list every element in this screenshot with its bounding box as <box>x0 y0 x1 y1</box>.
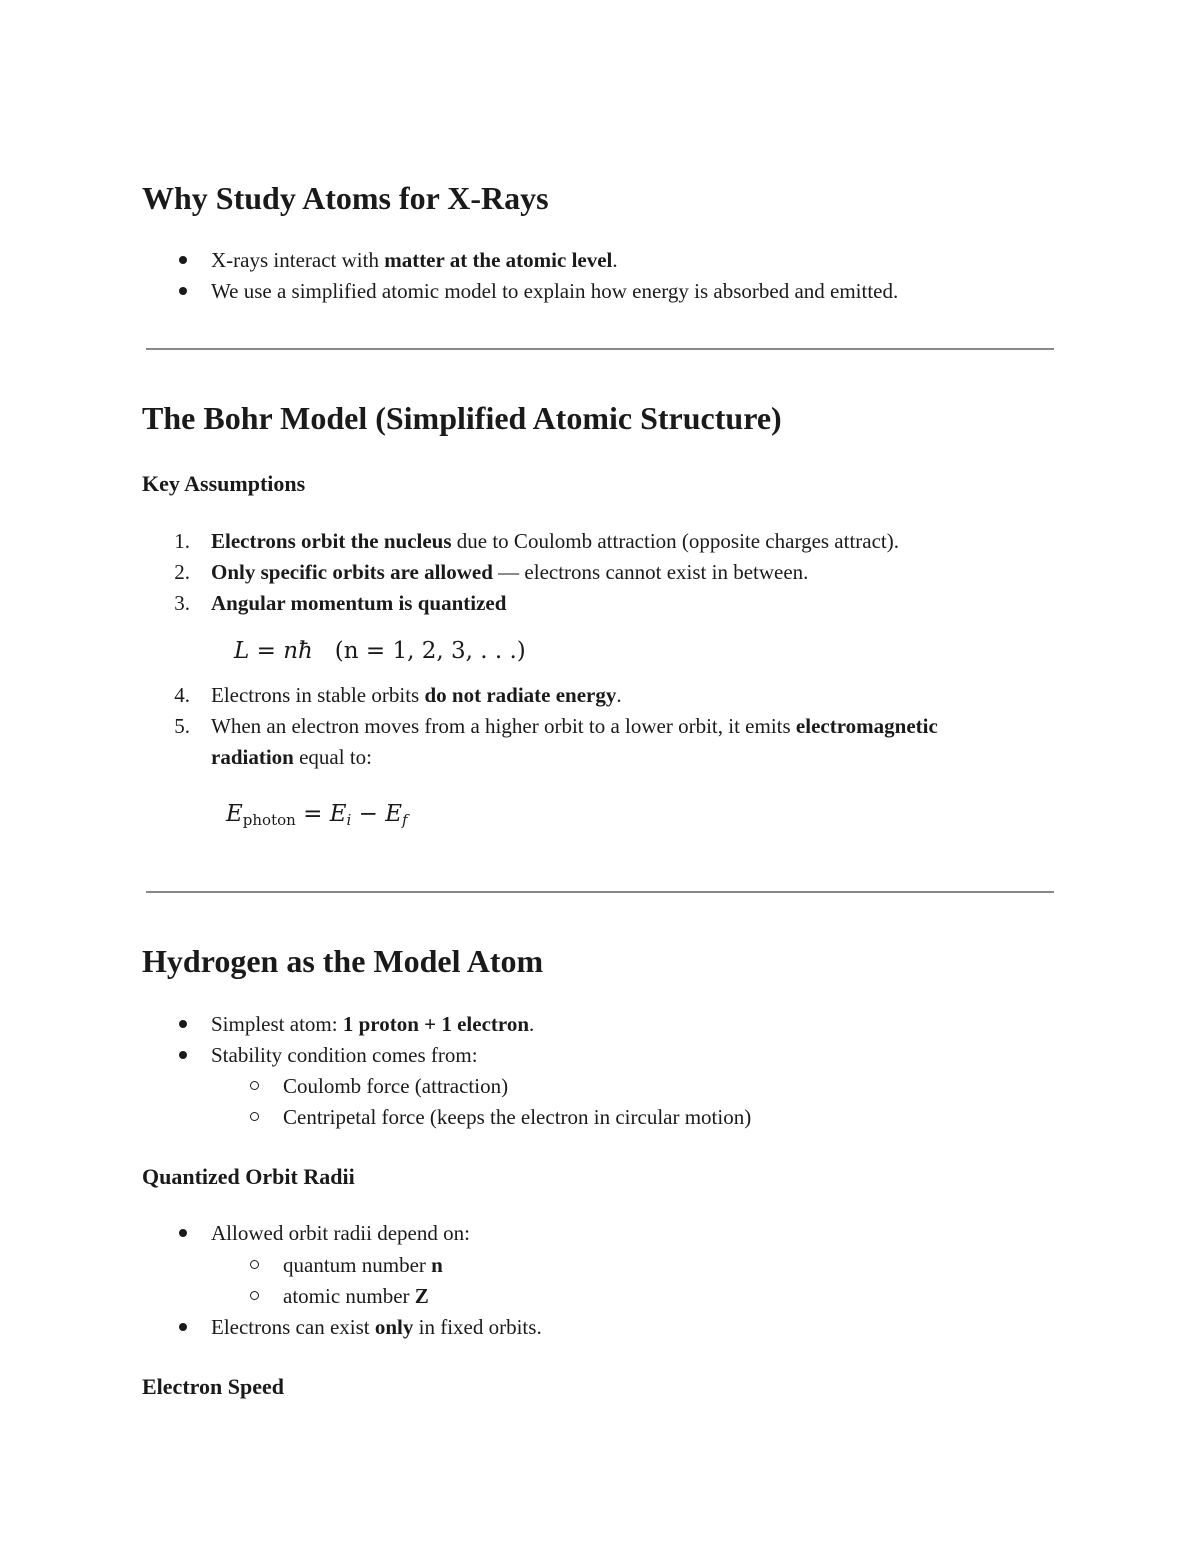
list-item: We use a simplified atomic model to explain how energy is absorbed and emitted. <box>211 279 899 303</box>
subheading-key-assumptions: Key Assumptions <box>142 471 306 496</box>
list-item: Electrons in stable orbits do not radiate energy. <box>211 683 622 707</box>
subheading-electron-speed: Electron Speed <box>142 1374 284 1399</box>
equation-photon-energy: $E_{photon} = E_i - E_f$ <box>226 801 408 829</box>
list-number: 1. <box>174 529 190 553</box>
list-item: Angular momentum is quantized <box>211 591 507 615</box>
list-number: 3. <box>174 591 190 615</box>
list-number: 2. <box>174 560 190 584</box>
section-title-hydrogen: Hydrogen as the Model Atom <box>142 943 544 979</box>
section-title-bohr-model: The Bohr Model (Simplified Atomic Structure) <box>142 400 782 436</box>
bullet-icon <box>179 1051 187 1059</box>
bullet-icon <box>179 1229 187 1237</box>
equation-angular-momentum: L = nħ (n = 1, 2, 3, . . .) <box>234 638 526 664</box>
section-title-why-study: Why Study Atoms for X-Rays <box>142 180 549 216</box>
divider <box>146 891 1054 893</box>
sub-list-item: atomic number Z <box>283 1284 429 1308</box>
divider <box>146 348 1054 350</box>
sub-list-item: Coulomb force (attraction) <box>283 1074 509 1098</box>
bullet-icon <box>179 256 187 264</box>
sub-list-item: Centripetal force (keeps the electron in circular motion) <box>283 1105 752 1129</box>
list-item: When an electron moves from a higher orbit to a lower orbit, it emits electromagnetic <box>211 714 938 738</box>
list-item-continuation: radiation equal to: <box>211 745 372 769</box>
list-item: X-rays interact with matter at the atomic level. <box>211 248 618 272</box>
sub-bullet-icon <box>250 1081 259 1090</box>
list-item: Only specific orbits are allowed — electrons cannot exist in between. <box>211 560 809 584</box>
sub-bullet-icon <box>250 1291 259 1300</box>
bullet-icon <box>179 1020 187 1028</box>
sub-bullet-icon <box>250 1260 259 1269</box>
bullet-icon <box>179 1323 187 1331</box>
subheading-orbit-radii: Quantized Orbit Radii <box>142 1164 355 1189</box>
list-item: Allowed orbit radii depend on: <box>211 1221 470 1245</box>
list-item: Stability condition comes from: <box>211 1043 478 1067</box>
list-number: 5. <box>174 714 190 738</box>
bullet-icon <box>179 287 187 295</box>
list-item: Electrons orbit the nucleus due to Coulomb attraction (opposite charges attract). <box>211 529 900 553</box>
list-item: Electrons can exist only in fixed orbits. <box>211 1315 542 1339</box>
list-item: Simplest atom: 1 proton + 1 electron. <box>211 1012 535 1036</box>
sub-bullet-icon <box>250 1112 259 1121</box>
list-number: 4. <box>174 683 190 707</box>
sub-list-item: quantum number n <box>283 1253 443 1277</box>
